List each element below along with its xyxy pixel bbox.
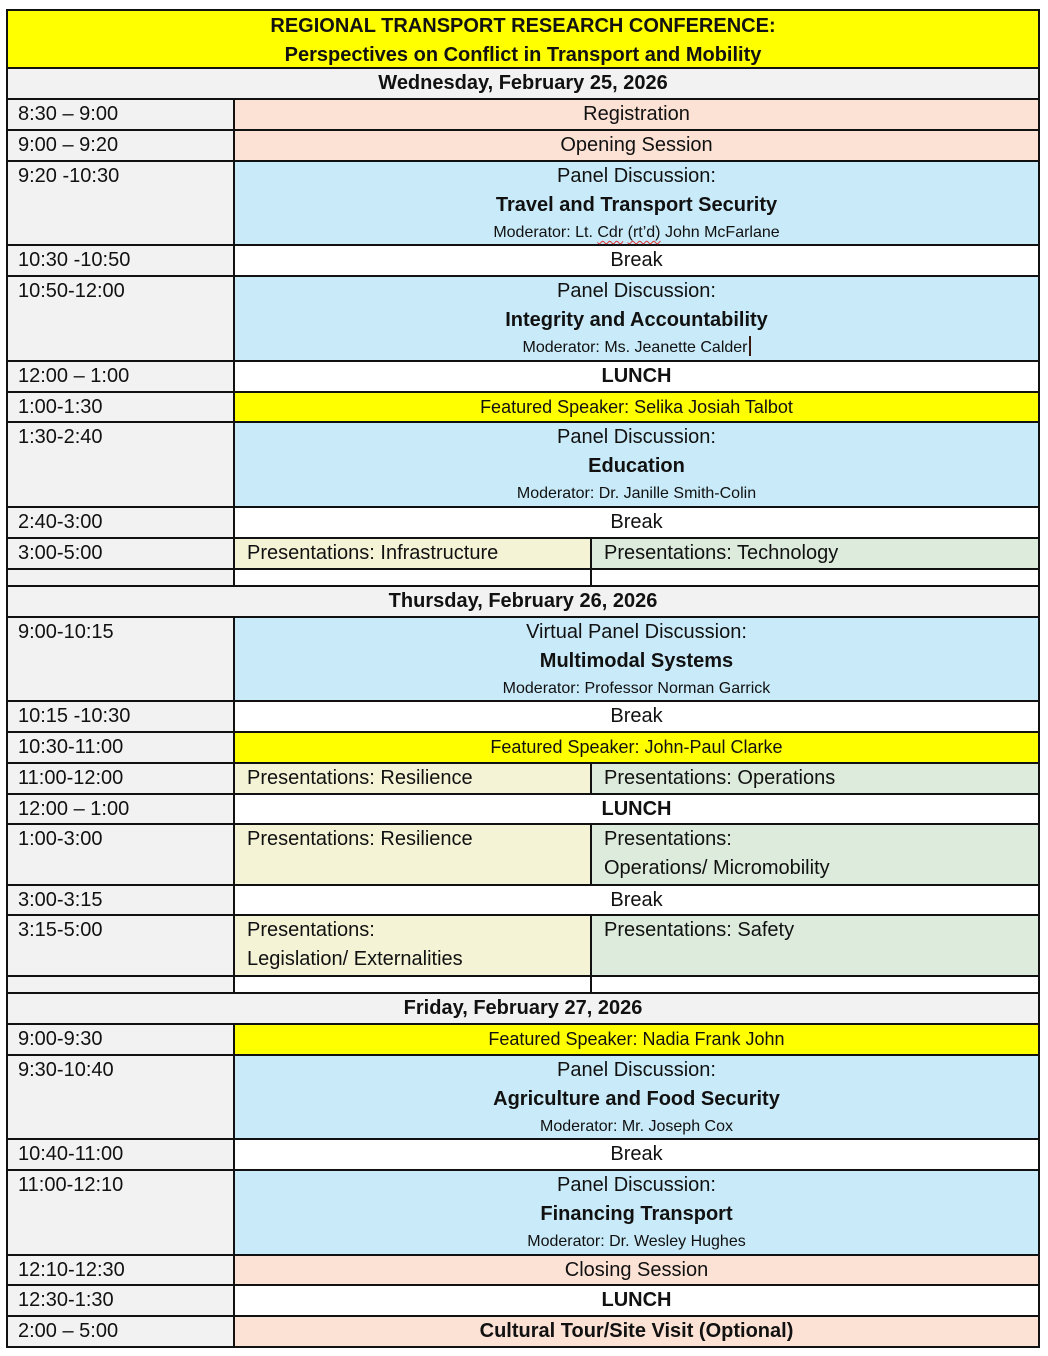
panel-moderator: Moderator: Dr. Wesley Hughes	[527, 1233, 746, 1250]
blank-cell	[235, 570, 592, 585]
time-cell: 9:30-10:40	[8, 1056, 235, 1138]
event-cell: Break	[235, 702, 1038, 731]
table-row	[6, 1140, 1040, 1171]
time-cell: 9:20 -10:30	[8, 162, 235, 244]
moderator-text: John McFarlane	[660, 224, 780, 241]
event-cell: Break	[235, 1140, 1038, 1169]
event-cell: Closing Session	[235, 1256, 1038, 1284]
panel-topic: Travel and Transport Security	[495, 194, 778, 216]
table-row	[6, 1256, 1040, 1286]
time-cell: 12:30-1:30	[8, 1286, 235, 1315]
day-header-row	[6, 994, 1040, 1025]
table-row	[6, 277, 1040, 362]
table-row	[6, 162, 1040, 246]
parallel-sessions	[235, 977, 1038, 992]
time-cell: 11:00-12:00	[8, 764, 235, 793]
time-cell: 3:00-3:15	[8, 886, 235, 914]
blank-row	[6, 570, 1040, 587]
day-header-row	[6, 69, 1040, 100]
panel-topic: Education	[588, 455, 685, 477]
conference-schedule-table	[6, 9, 1040, 1348]
day-header: Wednesday, February 25, 2026	[8, 69, 1038, 98]
time-cell: 3:00-5:00	[8, 539, 235, 568]
event-cell: LUNCH	[235, 1286, 1038, 1315]
table-row	[6, 733, 1040, 764]
track-left-cell	[235, 916, 592, 975]
panel-label: Panel Discussion:	[557, 1174, 716, 1196]
panel-cell	[235, 162, 1038, 244]
conference-title	[8, 11, 1038, 67]
blank-row	[6, 977, 1040, 994]
table-row	[6, 508, 1040, 539]
event-cell: Break	[235, 508, 1038, 537]
day-header: Friday, February 27, 2026	[8, 994, 1038, 1023]
table-row	[6, 362, 1040, 393]
title-line-2: Perspectives on Conflict in Transport and Mobility	[284, 44, 762, 66]
track-left-cell: Presentations: Infrastructure	[235, 539, 592, 568]
table-row	[6, 1056, 1040, 1140]
time-cell: 10:30-11:00	[8, 733, 235, 762]
track-right-line-1: Presentations:	[604, 828, 732, 850]
table-row	[6, 539, 1040, 570]
time-cell	[8, 977, 235, 992]
table-row	[6, 1317, 1040, 1348]
track-right-cell: Presentations: Technology	[592, 539, 1038, 568]
panel-cell	[235, 1056, 1038, 1138]
panel-moderator[interactable]	[235, 335, 1038, 360]
spellcheck-word: (rt’d)	[627, 224, 661, 241]
panel-topic: Agriculture and Food Security	[493, 1088, 780, 1110]
time-cell: 10:40-11:00	[8, 1140, 235, 1169]
featured-speaker-cell: Featured Speaker: Nadia Frank John	[235, 1025, 1038, 1054]
table-row	[6, 764, 1040, 795]
time-cell: 1:00-1:30	[8, 393, 235, 421]
event-cell: Opening Session	[235, 131, 1038, 160]
time-cell: 10:30 -10:50	[8, 246, 235, 275]
event-cell: LUNCH	[235, 795, 1038, 823]
time-cell: 3:15-5:00	[8, 916, 235, 975]
time-cell: 10:50-12:00	[8, 277, 235, 360]
time-cell: 12:00 – 1:00	[8, 362, 235, 391]
parallel-sessions	[235, 570, 1038, 585]
moderator-text: Moderator: Ms. Jeanette Calder	[522, 339, 748, 356]
parallel-sessions	[235, 916, 1038, 975]
table-row	[6, 916, 1040, 977]
time-cell	[8, 570, 235, 585]
table-row	[6, 1171, 1040, 1256]
table-row	[6, 1286, 1040, 1317]
blank-cell	[592, 977, 1038, 992]
track-right-cell: Presentations: Safety	[592, 916, 1038, 975]
title-row	[6, 9, 1040, 69]
panel-label: Panel Discussion:	[557, 165, 716, 187]
track-left-cell: Presentations: Resilience	[235, 825, 592, 884]
time-cell: 8:30 – 9:00	[8, 100, 235, 129]
moderator-text: Moderator: Lt.	[493, 224, 598, 241]
panel-cell	[235, 1171, 1038, 1254]
panel-label: Panel Discussion:	[557, 426, 716, 448]
table-row	[6, 886, 1040, 916]
panel-topic: Multimodal Systems	[539, 650, 734, 672]
event-cell: Cultural Tour/Site Visit (Optional)	[235, 1317, 1038, 1346]
track-left-cell: Presentations: Resilience	[235, 764, 592, 793]
time-cell: 2:00 – 5:00	[8, 1317, 235, 1346]
track-right-line-2: Operations/ Micromobility	[604, 857, 830, 879]
table-row	[6, 702, 1040, 733]
featured-speaker-cell: Featured Speaker: John-Paul Clarke	[235, 733, 1038, 762]
time-cell: 2:40-3:00	[8, 508, 235, 537]
title-line-1: REGIONAL TRANSPORT RESEARCH CONFERENCE:	[270, 15, 776, 37]
parallel-sessions	[235, 539, 1038, 568]
day-header: Thursday, February 26, 2026	[8, 587, 1038, 616]
panel-moderator: Moderator: Professor Norman Garrick	[502, 680, 771, 697]
panel-label: Panel Discussion:	[557, 1059, 716, 1081]
track-left-line-2: Legislation/ Externalities	[247, 948, 463, 970]
parallel-sessions	[235, 764, 1038, 793]
event-cell: Break	[235, 886, 1038, 914]
parallel-sessions	[235, 825, 1038, 884]
time-cell: 9:00 – 9:20	[8, 131, 235, 160]
panel-cell	[235, 277, 1038, 360]
time-cell: 9:00-10:15	[8, 618, 235, 700]
table-row	[6, 1025, 1040, 1056]
panel-label: Virtual Panel Discussion:	[526, 621, 747, 643]
blank-cell	[592, 570, 1038, 585]
time-cell: 11:00-12:10	[8, 1171, 235, 1254]
track-right-cell: Presentations: Operations	[592, 764, 1038, 793]
time-cell: 1:30-2:40	[8, 423, 235, 506]
panel-cell	[235, 618, 1038, 700]
table-row	[6, 393, 1040, 423]
panel-topic: Integrity and Accountability	[505, 309, 768, 331]
panel-moderator: Moderator: Mr. Joseph Cox	[540, 1118, 733, 1135]
spellcheck-word: Cdr	[597, 224, 624, 241]
time-cell: 1:00-3:00	[8, 825, 235, 884]
panel-moderator	[235, 220, 1038, 245]
table-row	[6, 100, 1040, 131]
table-row	[6, 795, 1040, 825]
table-row	[6, 246, 1040, 277]
event-cell: Break	[235, 246, 1038, 275]
track-right-cell	[592, 825, 1038, 884]
time-cell: 12:00 – 1:00	[8, 795, 235, 823]
table-row	[6, 618, 1040, 702]
panel-moderator: Moderator: Dr. Janille Smith-Colin	[516, 485, 757, 502]
event-cell: Registration	[235, 100, 1038, 129]
panel-label: Panel Discussion:	[557, 280, 716, 302]
event-cell: LUNCH	[235, 362, 1038, 391]
day-header-row	[6, 587, 1040, 618]
time-cell: 12:10-12:30	[8, 1256, 235, 1284]
table-row	[6, 825, 1040, 886]
panel-cell	[235, 423, 1038, 506]
featured-speaker-cell: Featured Speaker: Selika Josiah Talbot	[235, 393, 1038, 421]
time-cell: 10:15 -10:30	[8, 702, 235, 731]
track-left-line-1: Presentations:	[247, 919, 375, 941]
table-row	[6, 131, 1040, 162]
table-row	[6, 423, 1040, 508]
time-cell: 9:00-9:30	[8, 1025, 235, 1054]
text-cursor-icon	[749, 336, 751, 356]
panel-topic: Financing Transport	[540, 1203, 733, 1225]
blank-cell	[235, 977, 592, 992]
